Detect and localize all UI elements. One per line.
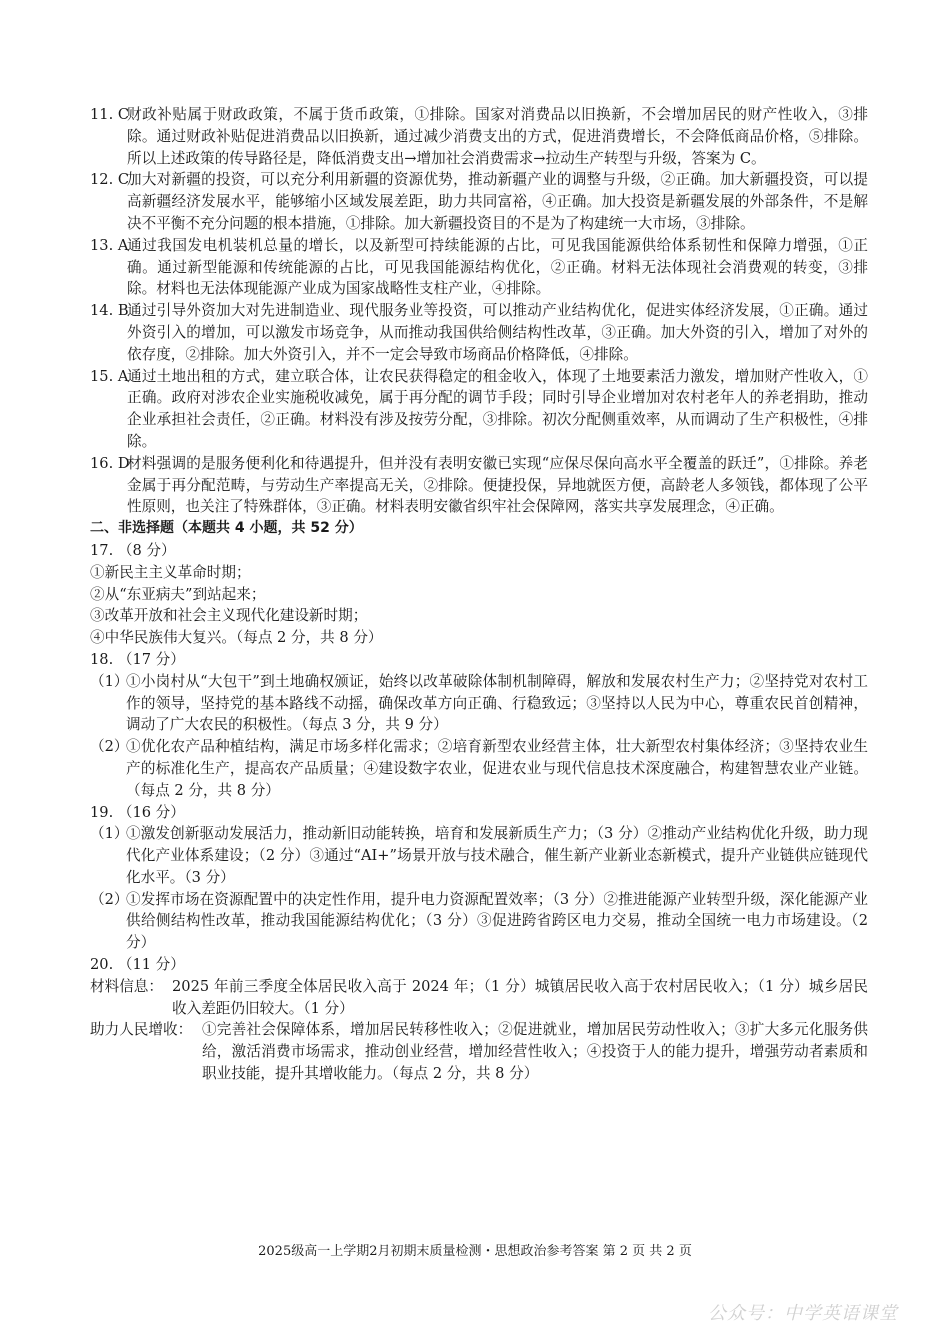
watermark-corner: 公众号：中学英语课堂 xyxy=(708,1303,898,1324)
answer-number: 16. D xyxy=(90,454,130,472)
question-20-heading: 20. （11 分） xyxy=(90,956,185,974)
answer-item-13 xyxy=(90,235,868,300)
question-19-heading: 19. （16 分） xyxy=(90,803,185,821)
question-18-heading: 18. （17 分） xyxy=(90,650,185,668)
q18-part-2 xyxy=(90,736,868,801)
answer-item-11 xyxy=(90,104,868,169)
part-label: （1） xyxy=(90,825,129,843)
q17-point-1: ①新民主主义革命时期； xyxy=(90,563,251,581)
answer-number: 12. C xyxy=(90,171,130,189)
q17-point-2: ②从“东亚病夫”到站起来； xyxy=(90,585,266,603)
part-text: ①发挥市场在资源配置中的决定性作用，提升电力资源配置效率；（3 分）②推进能源产业转型升级，深化能源产业供给侧结构性改革，推动我国能源结构优化；（3 分）③促进跨省跨区电力交易，推动全国统一电力市场建设。（2 分） xyxy=(126,890,868,952)
answer-item-12 xyxy=(90,169,868,234)
answer-explanation: 通过我国发电机装机总量的增长，以及新型可持续能源的占比，可见我国能源供给体系韧性和保障力增强，①正确。通过新型能源和传统能源的占比，可见我国能源结构优化，②正确。材料无法体现社会消费观的转变，③排除。材料也无法体现能源产业成为国家战略性支柱产业，④排除。 xyxy=(127,236,868,298)
q18-part-1 xyxy=(90,671,868,736)
section-title: 二、非选择题（本题共 4 小题，共 52 分） xyxy=(90,520,363,537)
answer-body xyxy=(90,104,868,1085)
q20-income-help xyxy=(90,1019,868,1084)
q19-part-1 xyxy=(90,823,868,888)
part-text: ①优化农产品种植结构，满足市场多样化需求；②培育新型农业经营主体，壮大新型农村集体经济；③坚持农业生产的标准化生产，提高农产品质量；④建设数字农业，促进农业与现代信息技术深度融合，构建智慧农业产业链。（每点 2 分，共 8 分） xyxy=(126,738,868,799)
answer-number: 15. A xyxy=(90,367,129,385)
help-label: 助力人民增收： xyxy=(90,1021,193,1039)
answer-item-16 xyxy=(90,453,868,518)
question-17-heading: 17. （8 分） xyxy=(90,541,176,559)
part-label: （1） xyxy=(90,672,129,690)
answer-item-14 xyxy=(90,300,868,365)
part-text: ①小岗村从“大包干”到土地确权颁证，始终以改革破除体制机制障碍，解放和发展农村生产力；②坚持党对农村工作的领导，坚持党的基本路线不动摇，确保改革方向正确、行稳致远；③坚持以人民为中心，尊重农民首创精神，调动了广大农民的积极性。（每点 3 分，共 9 分） xyxy=(126,672,868,734)
q19-part-2 xyxy=(90,889,868,954)
answer-explanation: 材料强调的是服务便利化和待遇提升，但并没有表明安徽已实现“应保尽保向高水平全覆盖的跃迁”，①排除。养老金属于再分配范畴，与劳动生产率提高无关，②排除。便捷投保，异地就医方便，高龄老人多领钱，都体现了公平性原则，也关注了特殊群体，③正确。材料表明安徽省织牢社会保障网，落实共享发展理念，④正确。 xyxy=(127,454,868,516)
answer-explanation: 通过引导外资加大对先进制造业、现代服务业等投资，可以推动产业结构优化，促进实体经济发展，①正确。通过外资引入的增加，可以激发市场竞争，从而推动我国供给侧结构性改革，③正确。加大外资的引入，增加了对外的依存度，②排除。加大外资引入，并不一定会导致市场商品价格降低，④排除。 xyxy=(127,302,868,363)
answer-item-15 xyxy=(90,366,868,453)
answer-explanation: 财政补贴属于财政政策，不属于货币政策，①排除。国家对消费品以旧换新，不会增加居民的财产性收入，③排除。通过财政补贴促进消费品以旧换新，通过减少消费支出的方式，促进消费增长，不会降低商品价格，⑤排除。所以上述政策的传导路径是，降低消费支出→增加社会消费需求→拉动生产转型与升级，答案为 C。 xyxy=(127,106,868,167)
answer-number: 13. A xyxy=(90,236,129,254)
q17-point-3: ③改革开放和社会主义现代化建设新时期； xyxy=(90,607,368,625)
part-label: （2） xyxy=(90,738,129,756)
help-text: ①完善社会保障体系，增加居民转移性收入；②促进就业，增加居民劳动性收入；③扩大多元化服务供给，激活消费市场需求，推动创业经营，增加经营性收入；④投资于人的能力提升，增强劳动者素质和职业技能，提升其增收能力。（每点 2 分，共 8 分） xyxy=(202,1021,868,1083)
answer-number: 14. B xyxy=(90,302,129,320)
answer-explanation: 通过土地出租的方式，建立联合体，让农民获得稳定的租金收入，体现了土地要素活力激发，增加财产性收入，①正确。政府对涉农企业实施税收减免，属于再分配的调节手段；同时引导企业增加对农村老年人的养老捐助，推动企业承担社会责任，②正确。材料没有涉及按劳分配，③排除。初次分配侧重效率，从而调动了生产积极性，④排除。 xyxy=(127,367,868,450)
page-footer: 2025级高一上学期2月初期末质量检测・思想政治参考答案 第 2 页 共 2 页 xyxy=(258,1244,692,1259)
info-label: 材料信息： xyxy=(90,977,163,995)
part-text: ①激发创新驱动发展活力，推动新旧动能转换，培育和发展新质生产力；（3 分）②推动产业结构优化升级，助力现代化产业体系建设；（2 分）③通过“AI+”场景开放与技术融合，催生新产业新业态新模式，提升产业链供应链现代化水平。（3 分） xyxy=(126,825,868,886)
q17-point-4: ④中华民族伟大复兴。（每点 2 分，共 8 分） xyxy=(90,629,383,647)
q20-material-info xyxy=(90,976,868,1020)
answer-explanation: 加大对新疆的投资，可以充分利用新疆的资源优势，推动新疆产业的调整与升级，②正确。加大新疆投资，可以提高新疆经济发展水平，能够缩小区域发展差距，助力共同富裕，④正确。加大投资是新疆发展的外部条件，不是解决不平衡不充分问题的根本措施，①排除。加大新疆投资目的不是为了构建统一大市场，③排除。 xyxy=(127,171,868,232)
answer-number: 11. C xyxy=(90,106,130,123)
info-text: 2025 年前三季度全体居民收入高于 2024 年；（1 分）城镇居民收入高于农村居民收入；（1 分）城乡居民收入差距仍旧较大。（1 分） xyxy=(172,977,868,1017)
part-label: （2） xyxy=(90,890,129,908)
